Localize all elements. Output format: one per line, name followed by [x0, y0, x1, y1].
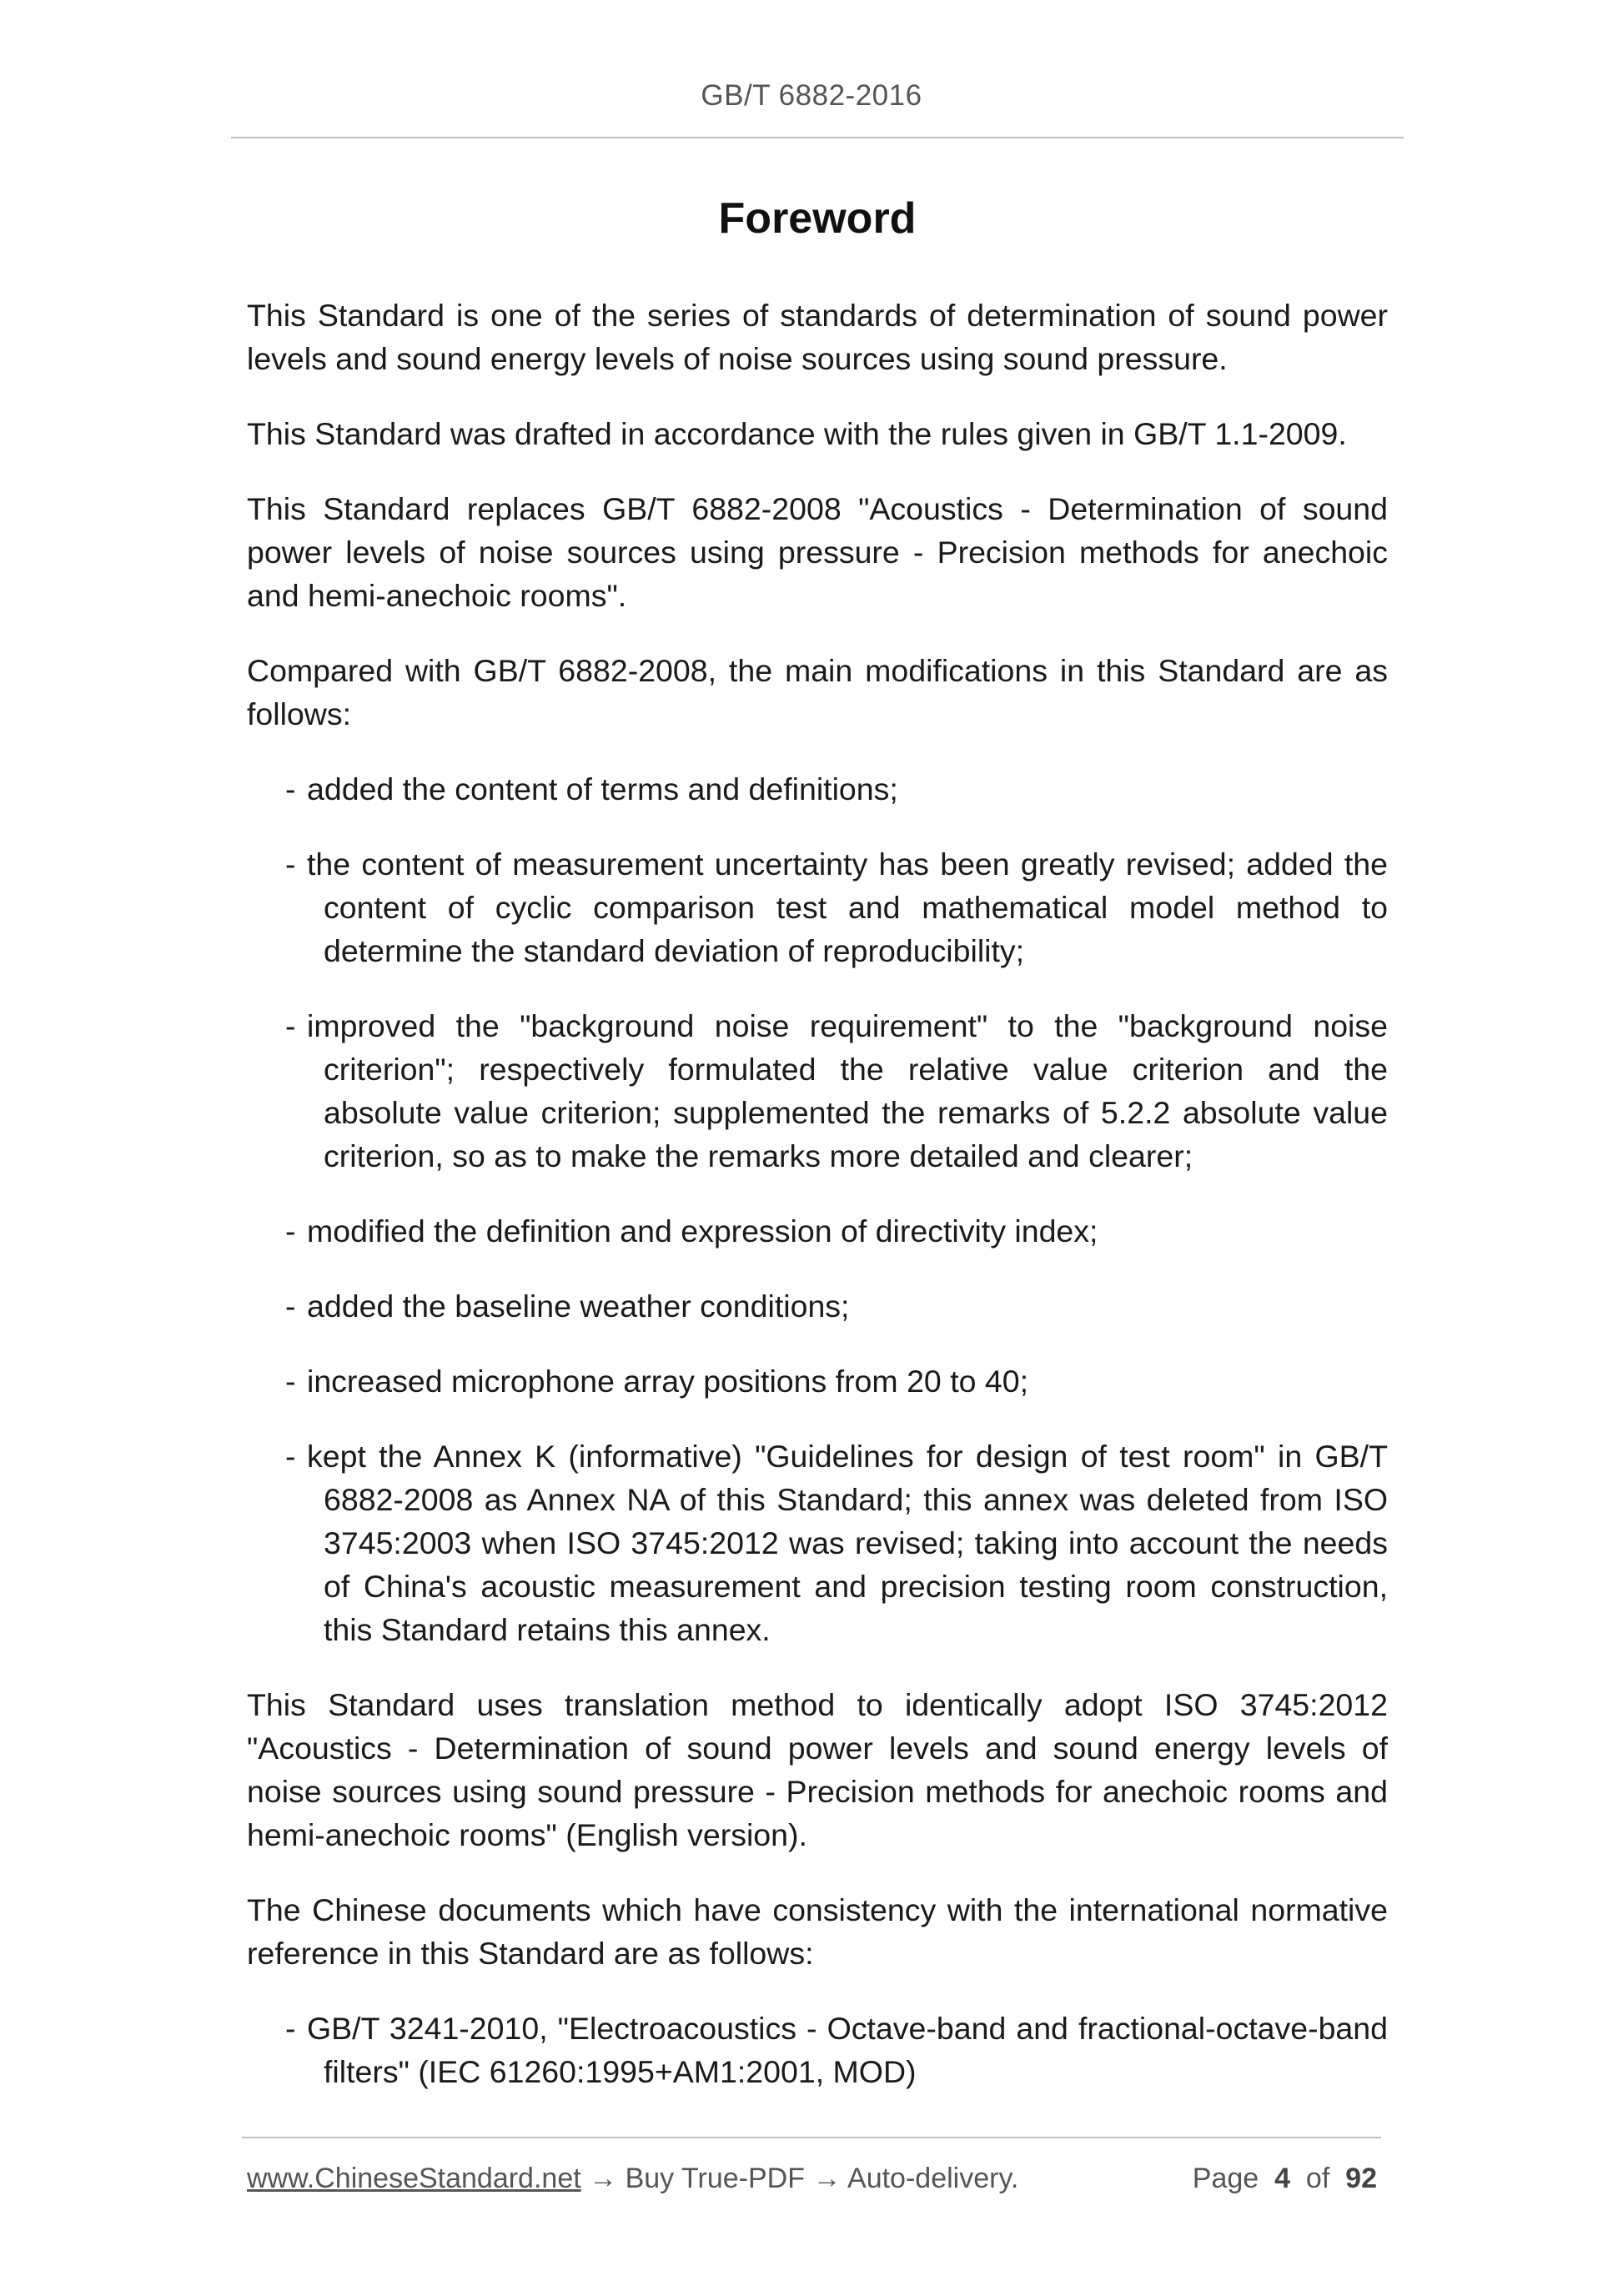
page-total: 92	[1345, 2163, 1377, 2194]
footer-promo	[247, 2158, 1018, 2199]
list-item-text: added the content of terms and definitions;	[307, 771, 898, 806]
list-item: - modified the definition and expression of directivity index;	[285, 1213, 1098, 1248]
list-item: - the content of measurement uncertainty has been greatly revised; added the content of cyclic comparison test and mathematical model method to determine the standard deviation of reproducibility;	[285, 847, 1388, 968]
list-item: - GB/T 3241-2010, "Electroacoustics - Octave-band and fractional-octave-band filters" (IEC 61260:1995+AM1:2001, MOD)	[285, 2011, 1388, 2089]
auto-delivery-text: Auto-delivery.	[847, 2163, 1019, 2194]
list-item: - kept the Annex K (informative) "Guidelines for design of test room" in GB/T 6882-2008 as Annex NA of this Standard; this annex was deleted from ISO 3745:2003 when ISO 3745:2012 was revised; taking into account the needs of China's acoustic measurement and precision testing room construction, this Standard retains this annex.	[285, 1439, 1388, 1647]
paragraph-adoption: This Standard uses translation method to identically adopt ISO 3745:2012 "Acoustics - Determination of sound power levels and sound energy levels of noise sources using sound pressure - Precision methods for anechoic rooms and hemi-anechoic rooms" (English version).	[247, 1687, 1388, 1852]
list-item: - improved the "background noise requirement" to the "background noise criterion"; respectively formulated the relative value criterion and the absolute value criterion; supplemented the remarks of 5.2.2 absolute value criterion, so as to make the remarks more detailed and clearer;	[285, 1008, 1388, 1173]
paragraph-drafted: This Standard was drafted in accordance with the rules given in GB/T 1.1-2009.	[247, 416, 1347, 451]
paragraph-series: This Standard is one of the series of standards of determination of sound power levels and sound energy levels of noise sources using sound pressure.	[247, 298, 1388, 376]
of-label: of	[1305, 2163, 1330, 2194]
paragraph-replaces: This Standard replaces GB/T 6882-2008 "Acoustics - Determination of sound power levels of noise sources using pressure - Precision methods for anechoic and hemi-anechoic rooms".	[247, 491, 1388, 613]
buy-true-pdf-text: Buy True-PDF	[625, 2163, 805, 2194]
footer-divider	[242, 2137, 1381, 2138]
list-item-text: the content of measurement uncertainty has been greatly revised; added the content of cyclic comparison test and mathematical model method to determine the standard deviation of reproducibility;	[307, 847, 1388, 968]
footer	[247, 2158, 1381, 2199]
list-item: - added the baseline weather conditions;	[285, 1289, 850, 1324]
paragraph-consistency: The Chinese documents which have consistency with the international normative reference in this Standard are as follows:	[247, 1892, 1388, 1971]
page-current: 4	[1274, 2163, 1290, 2194]
list-item-text: kept the Annex K (informative) "Guidelines for design of test room" in GB/T 6882-2008 as Annex NA of this Standard; this annex was deleted from ISO 3745:2003 when ISO 3745:2012 was revised; taking into account the needs of China's acoustic measurement and precision testing room construction, this Standard retains this annex.	[307, 1439, 1388, 1647]
list-item: - increased microphone array positions from 20 to 40;	[285, 1364, 1029, 1399]
list-item-text: improved the "background noise requirement" to the "background noise criterion"; respectively formulated the relative value criterion and the absolute value criterion; supplemented the remarks of 5.2.2 absolute value criterion, so as to make the remarks more detailed and clearer;	[307, 1008, 1388, 1173]
paragraph-compared: Compared with GB/T 6882-2008, the main modifications in this Standard are as follows:	[247, 653, 1388, 731]
arrow-right-icon: →	[589, 2163, 618, 2194]
modifications-list	[247, 767, 1388, 1651]
page-title: Foreword	[718, 194, 917, 243]
list-item-text: increased microphone array positions from 20 to 40;	[307, 1364, 1029, 1399]
references-list	[247, 2007, 1388, 2093]
header-divider	[231, 137, 1404, 138]
header-doc-code: GB/T 6882-2016	[701, 79, 922, 112]
page-indicator	[1193, 2158, 1377, 2199]
list-item-text: GB/T 3241-2010, "Electroacoustics - Octave-band and fractional-octave-band filters" (IEC 61260:1995+AM1:2001, MOD)	[307, 2011, 1388, 2089]
page-label: Page	[1192, 2163, 1259, 2194]
list-item: - added the content of terms and definitions;	[285, 771, 898, 806]
site-link[interactable]: www.ChineseStandard.net	[247, 2163, 581, 2194]
list-item-text: modified the definition and expression of directivity index;	[307, 1213, 1098, 1248]
list-item-text: added the baseline weather conditions;	[307, 1289, 850, 1324]
page-content	[247, 185, 1388, 2125]
arrow-right-icon: →	[812, 2163, 842, 2194]
